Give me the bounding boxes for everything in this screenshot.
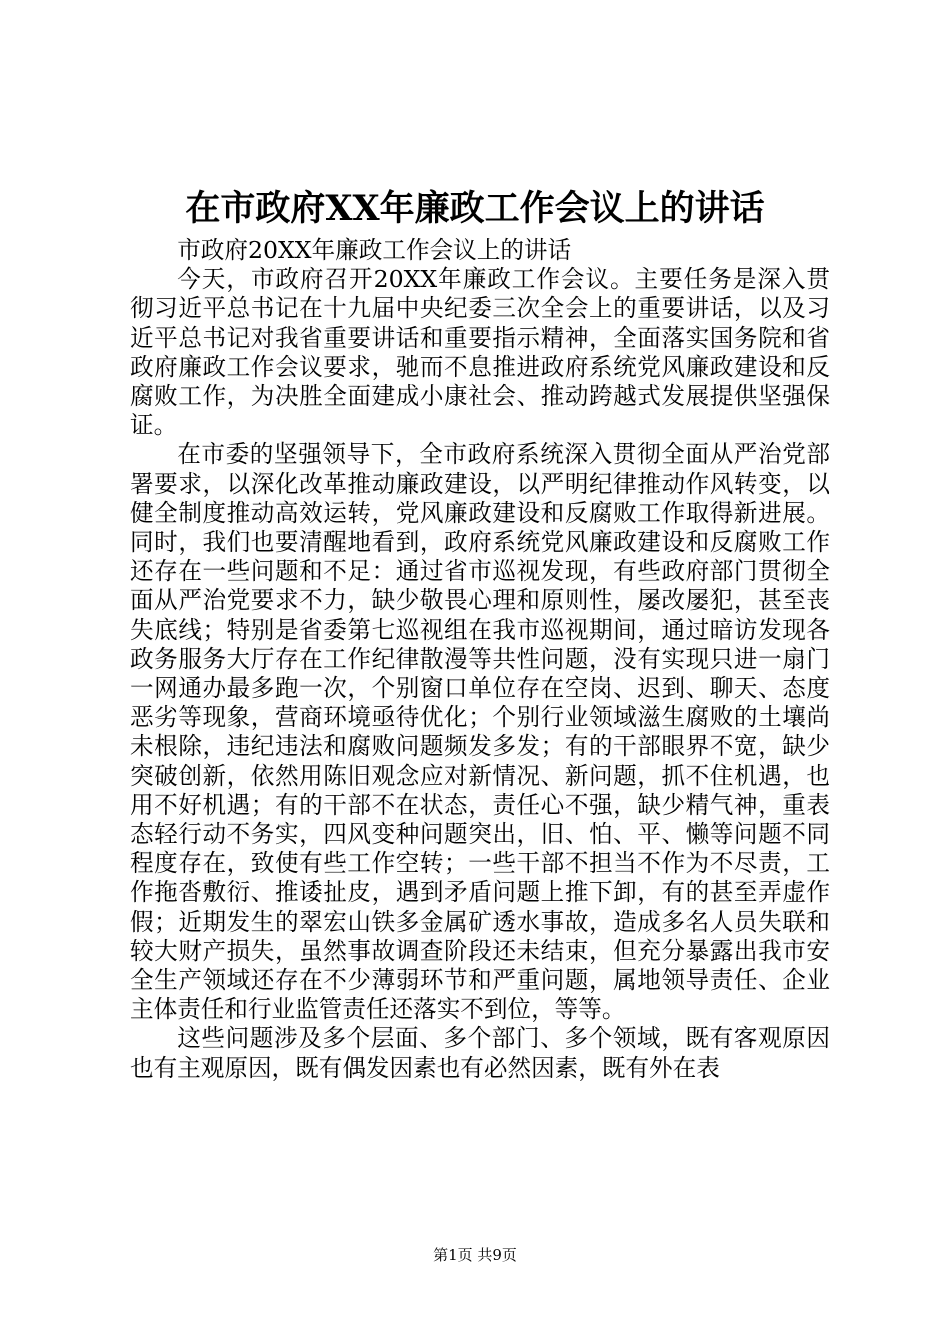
paragraph: 市政府20XX年廉政工作会议上的讲话 [177,236,572,264]
paragraph: 今天，市政府召开20XX年廉政工作会议。主要任务是深入贯彻习近平总书记在十九届中央纪委三次全会上的重要讲话，以及习近平总书记对我省重要讲话和重要指示精神，全面落实国务院和省政府廉政工作会议要求，驰而不息推进政府系统党风廉政建设和反腐败工作，为决胜全面建成小康社会、推动跨越式发展提供坚强保证。 [130,265,830,440]
paragraph: 在市委的坚强领导下，全市政府系统深入贯彻全面从严治党部署要求，以深化改革推动廉政建设，以严明纪律推动作风转变，以健全制度推动高效运转，党风廉政建设和反腐败工作取得新进展。同时，我们也要清醒地看到，政府系统党风廉政建设和反腐败工作还存在一些问题和不足：通过省市巡视发现，有些政府部门贯彻全面从严治党要求不力，缺少敬畏心理和原则性，屡改屡犯，甚至丧失底线；特别是省委第七巡视组在我市巡视期间，通过暗访发现各政务服务大厅存在工作纪律散漫等共性问题，没有实现只进一扇门一网通办最多跑一次，个别窗口单位存在空岗、迟到、聊天、态度恶劣等现象，营商环境亟待优化；个别行业领域滋生腐败的土壤尚未根除，违纪违法和腐败问题频发多发；有的干部眼界不宽，缺少突破创新，依然用陈旧观念应对新情况、新问题，抓不住机遇，也用不好机遇；有的干部不在状态，责任心不强，缺少精气神，重表态轻行动不务实，四风变种问题突出，旧、怕、平、懒等问题不同程度存在，致使有些工作空转；一些干部不担当不作为不尽责，工作拖沓敷衍、推诿扯皮，遇到矛盾问题上推下卸，有的甚至弄虚作假；近期发生的翠宏山铁多金属矿透水事故，造成多名人员失联和较大财产损失，虽然事故调查阶段还未结束，但充分暴露出我市安全生产领域还存在不少薄弱环节和严重问题，属地领导责任、企业主体责任和行业监管责任还落实不到位，等等。 [130,440,830,1024]
document-body [130,236,830,1083]
document-title: 在市政府XX年廉政工作会议上的讲话 [185,188,765,229]
page-number-footer: 第1页 共9页 [433,1246,517,1264]
paragraph: 这些问题涉及多个层面、多个部门、多个领域，既有客观原因也有主观原因，既有偶发因素也有必然因素，既有外在表 [130,1024,830,1082]
